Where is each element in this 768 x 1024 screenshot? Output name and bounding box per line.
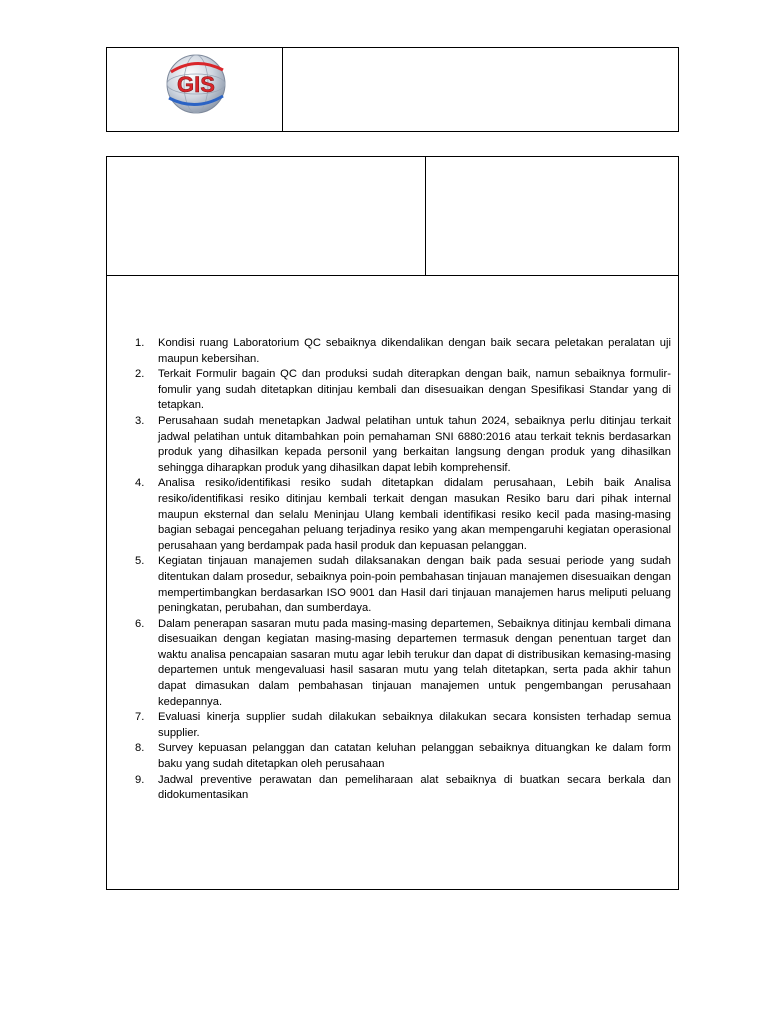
finding-number: 2. <box>135 368 145 381</box>
finding-number: 4. <box>135 477 145 490</box>
header-table <box>106 47 679 132</box>
finding-text: Kondisi ruang Laboratorium QC sebaiknya dikendalikan dengan baik secara peletakan peralatan uji maupun kebersihan. <box>158 337 671 365</box>
finding-number: 8. <box>135 742 145 755</box>
finding-item <box>130 414 671 476</box>
findings-list <box>130 336 671 804</box>
finding-number: 9. <box>135 773 145 786</box>
finding-item <box>130 476 671 554</box>
gis-globe-logo <box>161 50 231 118</box>
finding-number: 3. <box>135 414 145 427</box>
finding-text: Perusahaan sudah menetapkan Jadwal pelatihan untuk tahun 2024, sebaiknya perlu ditinjau terkait jadwal pelatihan untuk ditambahkan poin pemahaman SNI 6880:2016 atau terkait teknis berdasarkan produk yang dihasilkan kepada personil yang berkaitan langsung dengan produk yang dihasilkan sehingga diharapkan produk yang dihasilkan dapat lebih komprehensif. <box>158 414 671 474</box>
finding-number: 7. <box>135 711 145 724</box>
finding-text: Analisa resiko/identifikasi resiko sudah ditetapkan didalam perusahaan, Lebih baik Analisa resiko/identifikasi resiko ditinjau kembali terkait dengan masukan Resiko baru dari pihak internal maupun eksternal dan selalu Meninjau Ulang kembali identifikasi resiko kecil pada masing-masing bagian sebagai pencegahan peluang terjadinya resiko yang akan mempengaruhi kegiatan operasional perusahaan yang berdampak pada hasil produk dan kepuasan pelanggan. <box>158 477 671 552</box>
finding-text: Survey kepuasan pelanggan dan catatan keluhan pelanggan sebaiknya dituangkan ke dalam form baku yang sudah ditetapkan oleh perusahaan <box>158 742 671 771</box>
finding-text: Terkait Formulir bagain QC dan produksi sudah diterapkan dengan baik, namun sebaiknya formulir-fomulir yang sudah ditetapkan ditinjau kembali dan disesuaikan dengan Spesifikasi Standar yang di tetapkan. <box>158 368 671 412</box>
finding-item <box>130 710 671 741</box>
finding-number: 1. <box>135 337 145 349</box>
finding-text: Dalam penerapan sasaran mutu pada masing-masing departemen, Sebaiknya ditinjau kembali dimana disesuaikan dengan kegiatan masing-masing departemen termasuk dengan penentuan target dan waktu analisa pencapaian sasaran mutu agar lebih terukur dan dapat di distribusikan kemasing-masing departemen untuk mengevaluasi hasil sasaran mutu yang telah ditetapkan, serta pada akhir tahun dapat dimasukan dalam pembahasan tinjauan manajemen untuk pengembangan perusahaan kedepannya. <box>158 617 671 708</box>
finding-item <box>130 554 671 616</box>
finding-item <box>130 741 671 772</box>
finding-item <box>130 617 671 711</box>
logo-text: GIS <box>177 72 215 97</box>
finding-text: Evaluasi kinerja supplier sudah dilakukan sebaiknya dilakukan secara konsisten terhadap semua supplier. <box>158 711 671 739</box>
finding-text: Kegiatan tinjauan manajemen sudah dilaksanakan dengan baik pada sesuai periode yang sudah ditentukan dalam prosedur, sebaiknya poin-poin pembahasan tinjauan manajemen disesuaikan dengan mempertimbangkan berdasarkan ISO 9001 dan Hasil dari tinjauan manajemen harus meliputi peluang peningkatan, perubahan, dan sumberdaya. <box>158 555 671 615</box>
finding-text: Jadwal preventive perawatan dan pemeliharaan alat sebaiknya di buatkan secara berkala dan didokumentasikan <box>158 773 671 802</box>
finding-number: 6. <box>135 617 145 630</box>
finding-item <box>130 336 671 367</box>
finding-item <box>130 367 671 414</box>
header-divider <box>282 48 283 131</box>
info-vertical-divider <box>425 157 426 275</box>
finding-item <box>130 773 671 804</box>
info-horizontal-divider <box>107 275 678 276</box>
finding-number: 5. <box>135 555 145 568</box>
